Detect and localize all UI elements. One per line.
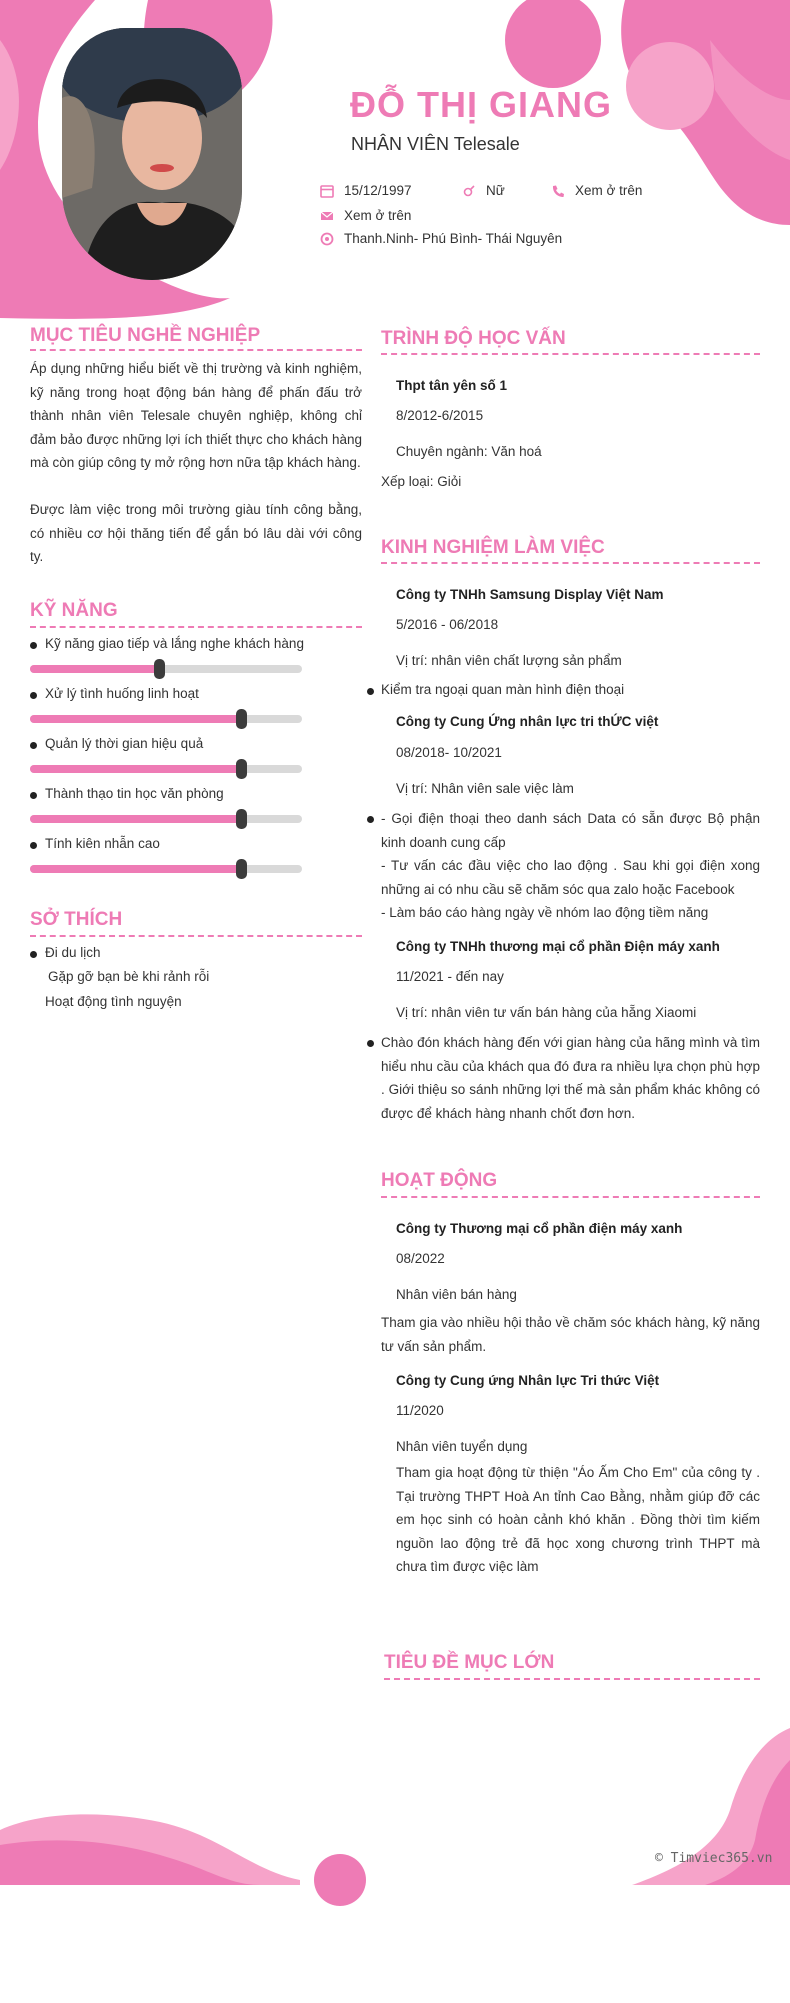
skills-title: KỸ NĂNG — [30, 600, 118, 621]
objective-text-2: Được làm việc trong môi trường giàu tính công bằng, có nhiều cơ hội thăng tiến để gắn bó lâu dài với công ty. — [30, 502, 362, 564]
extra-section-title: TIÊU ĐỀ MỤC LỚN — [384, 1652, 555, 1673]
job-description: Kiểm tra ngoại quan màn hình điện thoại — [381, 682, 625, 697]
activity-role: Nhân viên tuyển dụng — [396, 1439, 528, 1454]
experience-divider — [381, 562, 760, 564]
hobby-item: Gặp gỡ bạn bè khi rảnh rỗi — [48, 969, 210, 984]
watermark: © Timviec365.vn — [655, 1851, 773, 1866]
activity-org: Công ty Thương mại cổ phần điện máy xanh — [396, 1221, 683, 1236]
address-row — [320, 231, 562, 246]
phone-icon — [551, 184, 565, 198]
skill-name: Quản lý thời gian hiệu quả — [45, 736, 204, 751]
activity-description: Tham gia hoạt động từ thiện "Áo Ấm Cho Em" của công ty . Tại trường THPT Hoà An tỉnh Cao Bằng, nhằm giúp đỡ các em học sinh có hoàn cảnh khó khăn . Đồng thời tìm kiếm nguồn lao động trẻ đã học xong chương trình THPT mà chưa tìm được việc làm — [396, 1465, 760, 1574]
education-title: TRÌNH ĐỘ HỌC VẤN — [381, 328, 566, 349]
bullet-icon — [30, 642, 37, 649]
job-position: Vị trí: Nhân viên sale việc làm — [396, 781, 574, 796]
bullet-icon — [30, 792, 37, 799]
candidate-name: ĐỖ THỊ GIANG — [350, 84, 612, 125]
calendar-icon — [320, 184, 334, 198]
skill-slider-knob — [236, 759, 247, 779]
job-period: 08/2018- 10/2021 — [396, 745, 502, 760]
email-text: Xem ở trên — [344, 208, 412, 223]
activity-description: Tham gia vào nhiều hội thảo về chăm sóc khách hàng, kỹ năng tư vấn sản phẩm. — [381, 1315, 760, 1354]
job-position: Vị trí: nhân viên chất lượng sản phẩm — [396, 653, 622, 668]
activities-divider — [381, 1196, 760, 1198]
objective-divider — [30, 349, 362, 351]
school-name: Thpt tân yên số 1 — [396, 378, 508, 393]
education-divider — [381, 353, 760, 355]
dob-text: 15/12/1997 — [344, 183, 412, 198]
job-title: NHÂN VIÊN Telesale — [351, 134, 520, 154]
hobbies-divider — [30, 935, 362, 937]
activity-date: 11/2020 — [396, 1403, 444, 1418]
activities-title: HOẠT ĐỘNG — [381, 1170, 498, 1191]
job-description: - Làm báo cáo hàng ngày về nhóm lao động tiềm năng — [381, 905, 709, 920]
hobbies-title: SỞ THÍCH — [30, 909, 123, 930]
skill-bar — [30, 865, 302, 873]
skill-slider-knob — [236, 809, 247, 829]
profile-photo — [62, 28, 242, 280]
hobby-item: Hoạt động tình nguyện — [45, 994, 182, 1009]
location-icon — [320, 232, 334, 246]
objective-text-1: Áp dụng những hiểu biết về thị trường và kinh nghiệm, kỹ năng trong hoạt động bán hàng để phấn đấu trở thành nhân viên Telesale chuyên nghiệp, không chỉ đảm bảo được những lợi ích thiết thực cho khách hàng mà còn giúp công ty mở rộng hơn nữa tập khách hàng. — [30, 361, 362, 470]
gender-text: Nữ — [486, 183, 505, 198]
bullet-icon — [367, 816, 374, 823]
bullet-icon — [30, 842, 37, 849]
bullet-icon — [367, 1040, 374, 1047]
activity-role: Nhân viên bán hàng — [396, 1287, 517, 1302]
skill-name: Tính kiên nhẫn cao — [45, 836, 160, 851]
job-position: Vị trí: nhân viên tư vấn bán hàng của hẵng Xiaomi — [396, 1005, 697, 1020]
job-company: Công ty TNHh thương mại cổ phần Điện máy xanh — [396, 939, 720, 954]
skill-bar — [30, 665, 302, 673]
skill-slider-knob — [236, 709, 247, 729]
phone-text: Xem ở trên — [575, 183, 643, 198]
education-grade: Xếp loại: Giỏi — [381, 474, 462, 489]
skill-slider-knob — [154, 659, 165, 679]
activity-date: 08/2022 — [396, 1251, 445, 1266]
skill-bar — [30, 815, 302, 823]
bullet-icon — [30, 692, 37, 699]
gender-row — [462, 183, 505, 198]
gender-icon — [462, 184, 476, 198]
education-period: 8/2012-6/2015 — [396, 408, 484, 423]
skill-name: Xử lý tình huống linh hoạt — [45, 686, 199, 701]
skill-bar — [30, 765, 302, 773]
skill-bar — [30, 715, 302, 723]
bullet-icon — [30, 951, 37, 958]
job-company: Công ty Cung Ứng nhân lực tri thỨC việt — [396, 714, 659, 729]
address-text: Thanh.Ninh- Phú Bình- Thái Nguyên — [344, 231, 563, 246]
dob-row — [320, 183, 412, 198]
activity-org: Công ty Cung ứng Nhân lực Tri thức Việt — [396, 1373, 660, 1388]
bullet-icon — [367, 688, 374, 695]
skills-divider — [30, 626, 362, 628]
job-description: - Tư vấn các đầu việc cho lao động . Sau khi gọi điện xong những ai có nhu cầu sẽ chăm sóc qua zalo hoặc Facebook — [381, 858, 760, 897]
skill-slider-knob — [236, 859, 247, 879]
job-description: Chào đón khách hàng đến với gian hàng của hãng mình và tìm hiểu nhu cầu của khách qua đó đưa ra nhiều lựa chọn phù hợp . Giới thiệu so sánh những lợi thế mà sản phẩm khác không có được để khách hàng nhanh chốt đơn hơn. — [381, 1035, 760, 1121]
email-row — [320, 208, 411, 223]
phone-row — [551, 183, 642, 198]
mail-icon — [320, 209, 334, 223]
job-description: - Gọi điện thoại theo danh sách Data có sẵn được Bộ phận kinh doanh cung cấp — [381, 811, 760, 850]
experience-title: KINH NGHIỆM LÀM VIỆC — [381, 537, 605, 558]
bullet-icon — [30, 742, 37, 749]
hobby-item: Đi du lịch — [45, 945, 101, 960]
extra-section-divider — [384, 1678, 760, 1680]
job-period: 11/2021 - đến nay — [396, 969, 504, 984]
objective-title: MỤC TIÊU NGHỀ NGHIỆP — [30, 325, 261, 346]
job-company: Công ty TNHh Samsung Display Việt Nam — [396, 587, 664, 602]
education-major: Chuyên ngành: Văn hoá — [396, 444, 542, 459]
job-period: 5/2016 - 06/2018 — [396, 617, 499, 632]
skill-name: Kỹ năng giao tiếp và lắng nghe khách hàng — [45, 636, 304, 651]
skill-name: Thành thạo tin học văn phòng — [45, 786, 224, 801]
